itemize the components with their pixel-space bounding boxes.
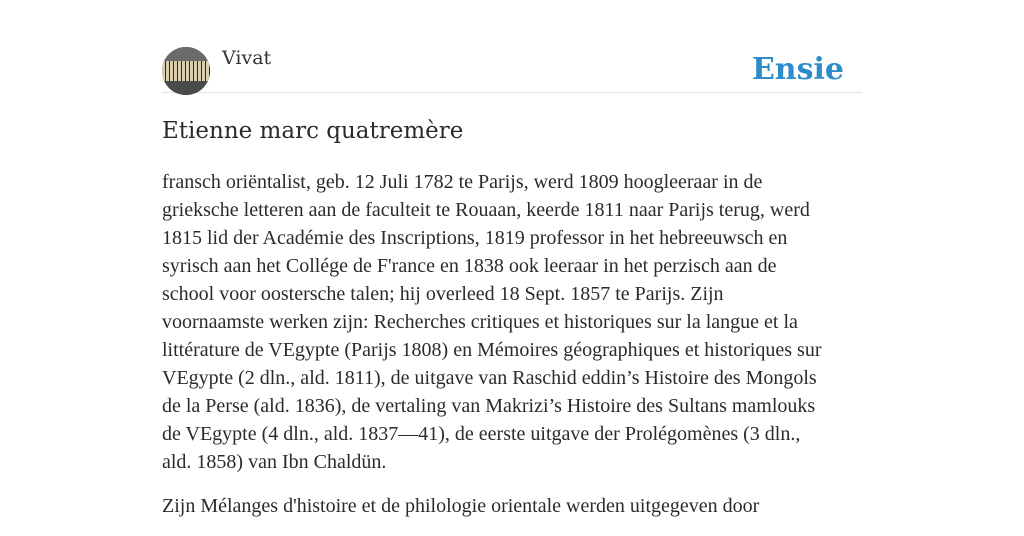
text-line: grieksche letteren aan de faculteit te Rouaan, keerde 1811 naar Parijs terug, werd [162, 199, 810, 221]
text-line: littérature de VEgypte (Parijs 1808) en Mémoires géographiques et historiques sur [162, 339, 822, 361]
page [162, 0, 862, 517]
header [162, 0, 862, 93]
page-title: Etienne marc quatremère [162, 118, 464, 144]
text-line: fransch oriëntalist, geb. 12 Juli 1782 te Parijs, werd 1809 hoogleeraar in de [162, 171, 763, 193]
text-line: syrisch aan het Collége de F'rance en 1838 ook leeraar in het perzisch aan de [162, 255, 777, 277]
text-line: VEgypte (2 dln., ald. 1811), de uitgave van Raschid eddin’s Histoire des Mongols [162, 367, 817, 389]
text-line: ald. 1858) van Ibn Chaldün. [162, 451, 387, 473]
author-name-link[interactable]: Vivat [222, 47, 272, 69]
author-avatar[interactable] [162, 47, 210, 95]
text-line: school voor oostersche talen; hij overleed 18 Sept. 1857 te Parijs. Zijn [162, 283, 724, 305]
article-paragraph-2 [162, 492, 862, 520]
article-body [162, 168, 862, 536]
text-line: Zijn Mélanges d'histoire et de philologie orientale werden uitgegeven door [162, 495, 760, 517]
text-line: voornaamste werken zijn: Recherches critiques et historiques sur la langue et la [162, 311, 798, 333]
text-line: de VEgypte (4 dln., ald. 1837—41), de eerste uitgave der Prolégomènes (3 dln., [162, 423, 801, 445]
text-line: 1815 lid der Académie des Inscriptions, 1819 professor in het hebreeuwsch en [162, 227, 788, 249]
text-line: de la Perse (ald. 1836), de vertaling van Makrizi’s Histoire des Sultans mamlouks [162, 395, 816, 417]
brand-logo[interactable]: Ensie [751, 52, 844, 87]
article-paragraph-1 [162, 168, 862, 476]
